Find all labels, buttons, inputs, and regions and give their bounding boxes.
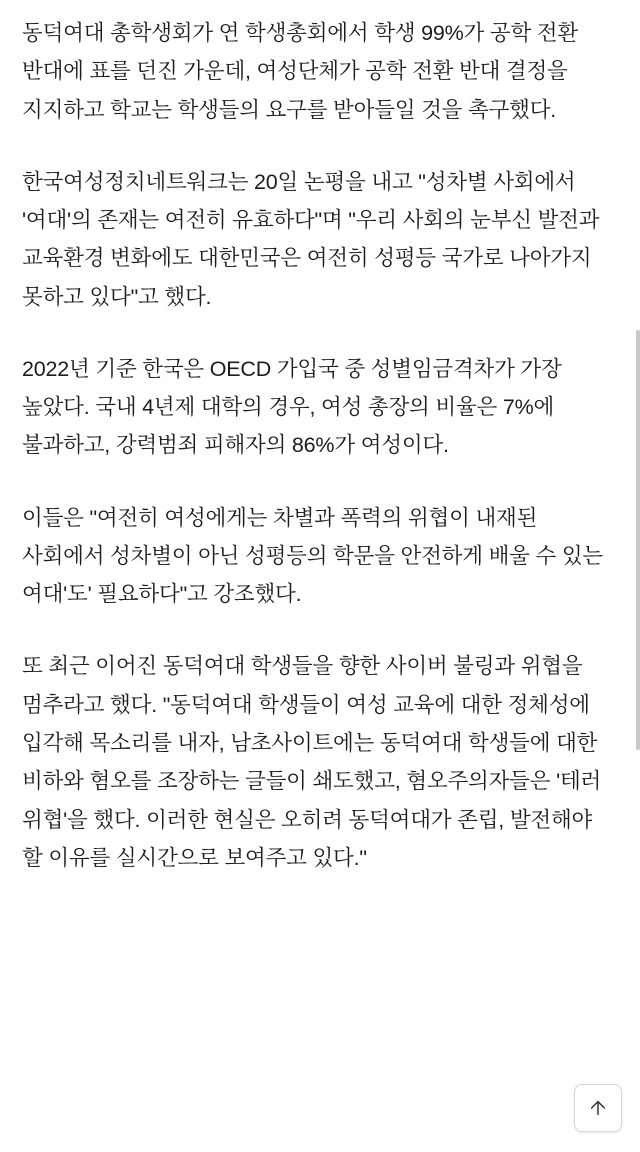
article-paragraph: 한국여성정치네트워크는 20일 논평을 내고 "성차별 사회에서 '여대'의 존재는 여전히 유효하다"며 "우리 사회의 눈부신 발전과 교육환경 변화에도 대한민국은 여전히 성평등 국가로 나아가지 못하고 있다"고 했다.	[22, 169, 600, 309]
article-paragraph: 2022년 기준 한국은 OECD 가입국 중 성별임금격차가 가장 높았다. 국내 4년제 대학의 경우, 여성 총장의 비율은 7%에 불과하고, 강력범죄 피해자의 86%가 여성이다.	[22, 356, 562, 458]
scroll-to-top-button[interactable]	[574, 1084, 622, 1132]
arrow-up-icon	[587, 1097, 609, 1119]
page-scrollbar[interactable]	[636, 0, 640, 1152]
article-paragraph: 동덕여대 총학생회가 연 학생총회에서 학생 99%가 공학 전환 반대에 표를 던진 가운데, 여성단체가 공학 전환 반대 결정을 지지하고 학교는 학생들의 요구를 받아들일 것을 촉구했다.	[22, 21, 578, 122]
article-paragraph: 또 최근 이어진 동덕여대 학생들을 향한 사이버 불링과 위협을 멈추라고 했다. "동덕여대 학생들이 여성 교육에 대한 정체성에 입각해 목소리를 내자, 남초사이트에는 동덕여대 학생들에 대한 비하와 혐오를 조장하는 글들이 쇄도했고, 혐오주의자들은 '테러 위협'을 했다. 이러한 현실은 오히려 동덕여대가 존립, 발전해야 할 이유를 실시간으로 보여주고 있다."	[22, 654, 602, 870]
article-paragraph: 이들은 "여전히 여성에게는 차별과 폭력의 위협이 내재된 사회에서 성차별이 아닌 성평등의 학문을 안전하게 배울 수 있는 여대'도' 필요하다"고 강조했다.	[22, 505, 603, 607]
scrollbar-thumb[interactable]	[636, 330, 640, 750]
